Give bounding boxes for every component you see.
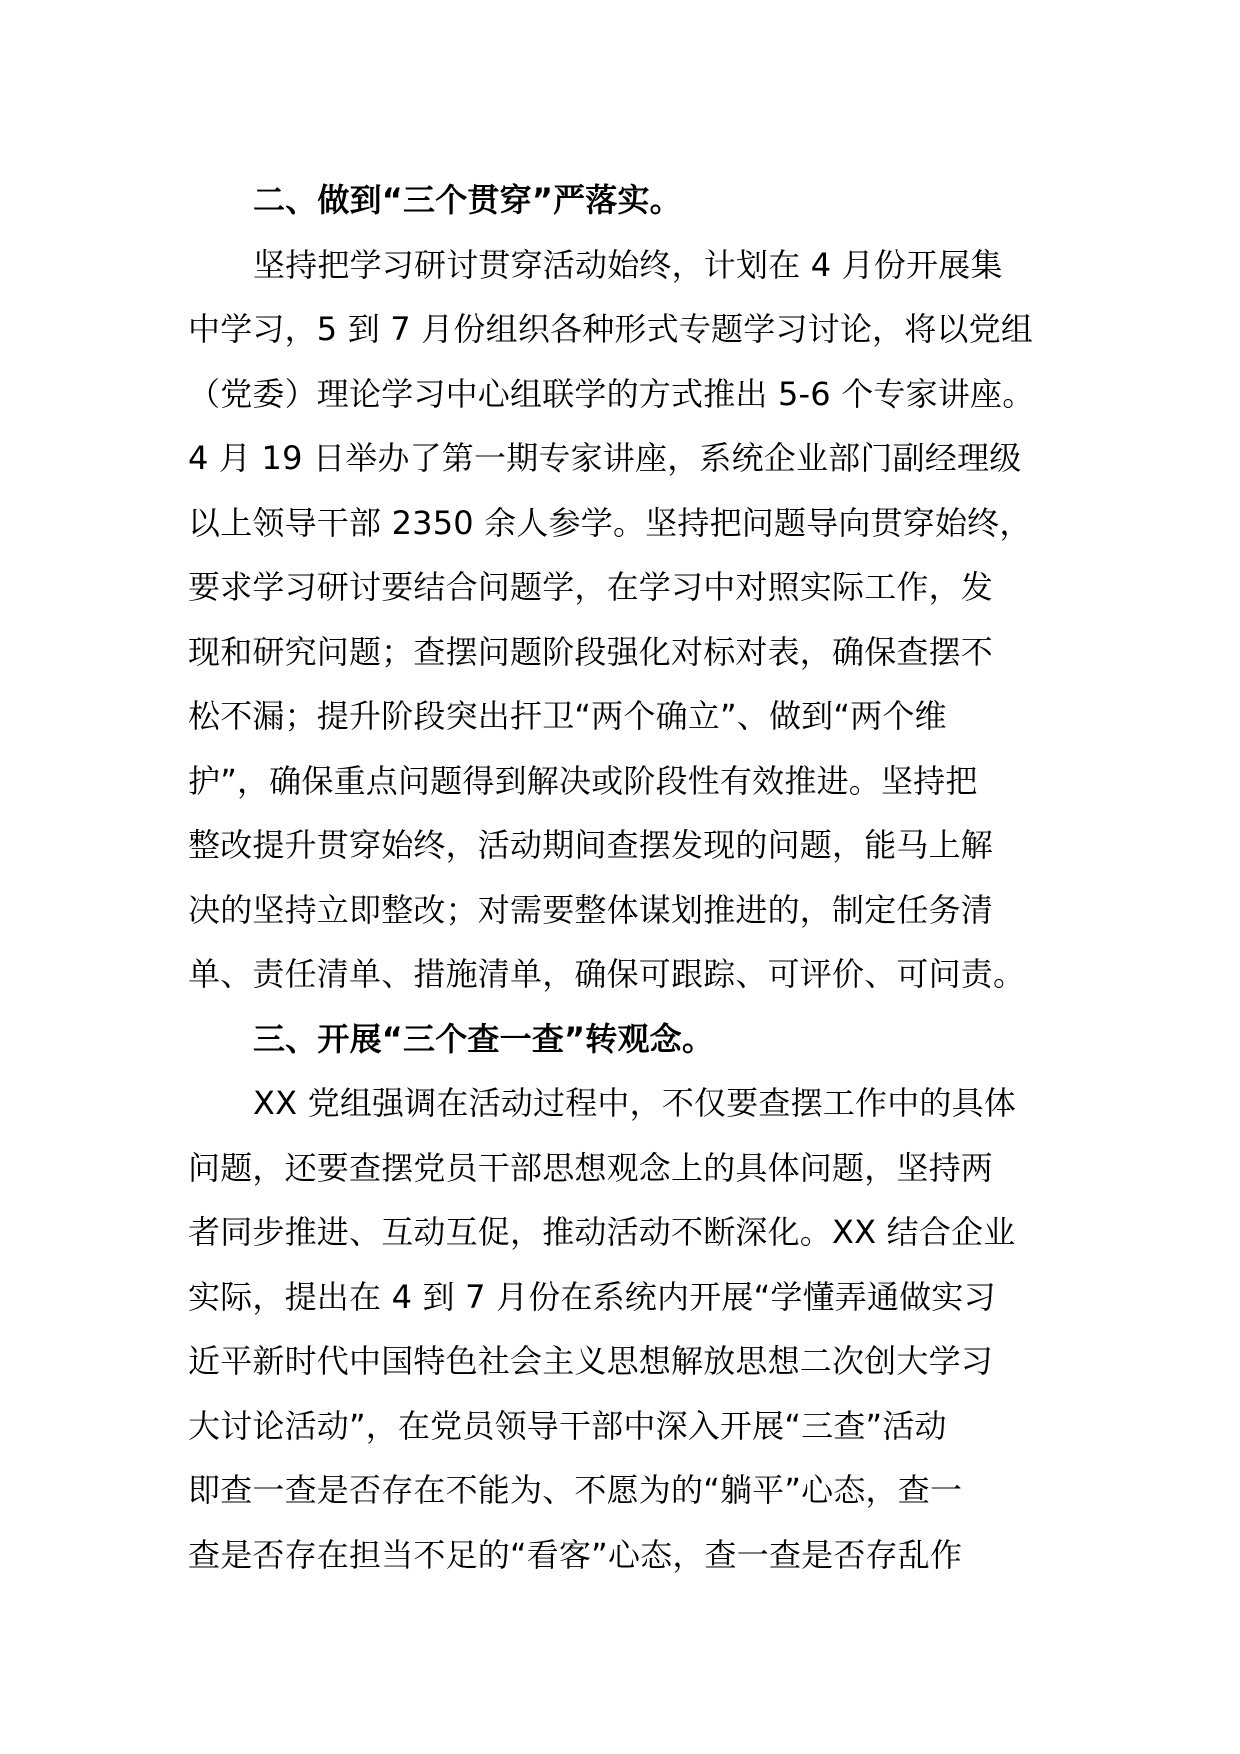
paragraph-line: 单、责任清单、措施清单，确保可跟踪、可评价、可问责。 xyxy=(188,955,1026,993)
paragraph-line: 即查一查是否存在不能为、不愿为的“躺平”心态，查一 xyxy=(188,1471,963,1509)
paragraph-line: 以上领导干部 2350 余人参学。坚持把问题导向贯穿始终， xyxy=(188,503,1032,542)
paragraph-line: 实际，提出在 4 到 7 月份在系统内开展“学懂弄通做实习 xyxy=(188,1277,996,1316)
paragraph-line: 要求学习研讨要结合问题学，在学习中对照实际工作，发 xyxy=(188,568,994,606)
paragraph-line: 坚持把学习研讨贯穿活动始终，计划在 4 月份开展集 xyxy=(253,245,1003,284)
paragraph-line: 现和研究问题；查摆问题阶段强化对标对表，确保查摆不 xyxy=(188,632,994,671)
paragraph-line: 查是否存在担当不足的“看客”心态，查一查是否存乱作 xyxy=(188,1535,963,1574)
paragraph-line: 大讨论活动”，在党员领导干部中深入开展“三查”活动 xyxy=(188,1406,947,1445)
paragraph-line: 近平新时代中国特色社会主义思想解放思想二次创大学习 xyxy=(188,1342,994,1380)
section-heading-3: 三、开展“三个查一查”转观念。 xyxy=(253,1019,715,1058)
section-heading-2: 二、做到“三个贯穿”严落实。 xyxy=(253,181,682,219)
paragraph-line: 护”，确保重点问题得到解决或阶段性有效推进。坚持把 xyxy=(188,761,978,800)
paragraph-line: 中学习，5 到 7 月份组织各种形式专题学习讨论，将以党组 xyxy=(188,310,1034,348)
paragraph-line: XX 党组强调在活动过程中，不仅要查摆工作中的具体 xyxy=(253,1084,1017,1122)
paragraph-line: （党委）理论学习中心组联学的方式推出 5-6 个专家讲座。 xyxy=(188,374,1035,413)
paragraph-line: 整改提升贯穿始终，活动期间查摆发现的问题，能马上解 xyxy=(188,826,994,864)
paragraph-line: 者同步推进、互动互促，推动活动不断深化。XX 结合企业 xyxy=(188,1213,1016,1251)
paragraph-line: 4 月 19 日举办了第一期专家讲座，系统企业部门副经理级 xyxy=(188,439,1022,477)
paragraph-line: 松不漏；提升阶段突出扞卫“两个确立”、做到“两个维 xyxy=(188,697,947,735)
document-body xyxy=(188,168,1068,1587)
paragraph-line: 问题，还要查摆党员干部思想观念上的具体问题，坚持两 xyxy=(188,1148,994,1187)
paragraph-line: 决的坚持立即整改；对需要整体谋划推进的，制定任务清 xyxy=(188,890,994,929)
